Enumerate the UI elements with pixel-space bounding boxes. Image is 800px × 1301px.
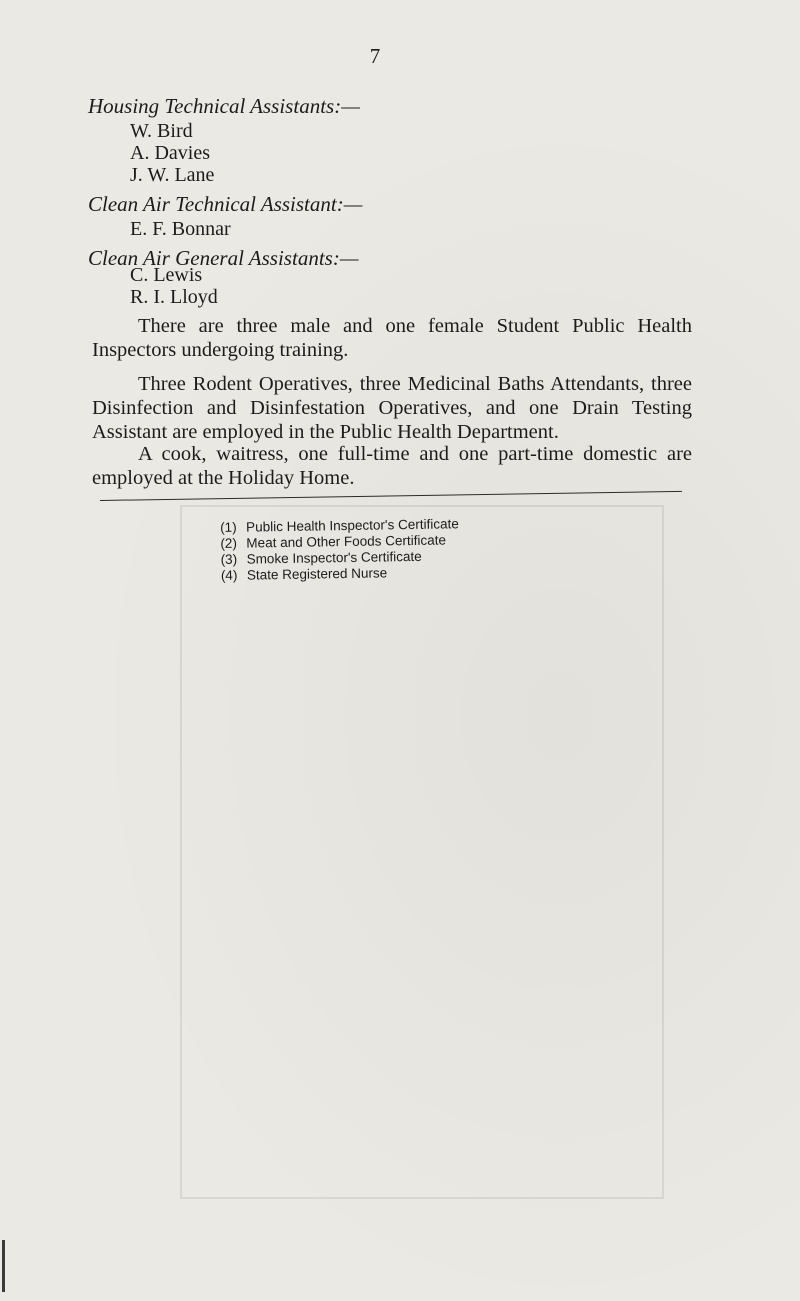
staff-name: C. Lewis — [130, 264, 203, 286]
section-heading-clean-air-technical: Clean Air Technical Assistant:— — [88, 192, 363, 216]
paragraph-text: A cook, waitress, one full-time and one part-time domestic are employed at the Holiday Home. — [92, 443, 692, 489]
paragraph-text: Three Rodent Operatives, three Medicinal Baths Attendants, three Disinfection and Disinfestation Operatives, and one Drain Testing Assistant are employed in the Public Health Department. — [92, 373, 692, 443]
footnote-list — [220, 516, 460, 584]
paragraph-operatives — [92, 372, 692, 444]
footnote-text: Public Health Inspector's Certificate — [245, 516, 459, 535]
paragraph-holiday-home — [92, 442, 692, 490]
footnote-text: Meat and Other Foods Certificate — [246, 532, 447, 551]
footnote-number: (1) — [220, 519, 237, 535]
footnote-number: (3) — [220, 551, 238, 567]
footnote-text: Smoke Inspector's Certificate — [246, 548, 422, 567]
staff-name: A. Davies — [130, 142, 210, 164]
bleed-through-frame — [180, 505, 664, 1199]
footnote-item — [221, 564, 460, 584]
page-number: 7 — [369, 44, 381, 68]
footnote-text: State Registered Nurse — [246, 565, 388, 583]
staff-name: R. I. Lloyd — [130, 286, 218, 308]
scan-edge-mark — [2, 1240, 5, 1292]
footnote-number: (4) — [220, 567, 238, 583]
staff-name: J. W. Lane — [130, 164, 215, 186]
section-heading-housing: Housing Technical Assistants:— — [88, 94, 360, 118]
section-heading-clean-air-general: Clean Air General Assistants:— — [88, 246, 359, 270]
footnote-divider — [100, 491, 682, 501]
staff-name: W. Bird — [130, 120, 193, 142]
footnote-number: (2) — [220, 535, 237, 551]
paragraph-text: There are three male and one female Student Public Health Inspectors undergoing training. — [92, 315, 692, 361]
staff-name: E. F. Bonnar — [130, 218, 231, 240]
paragraph-student-inspectors — [92, 314, 692, 362]
